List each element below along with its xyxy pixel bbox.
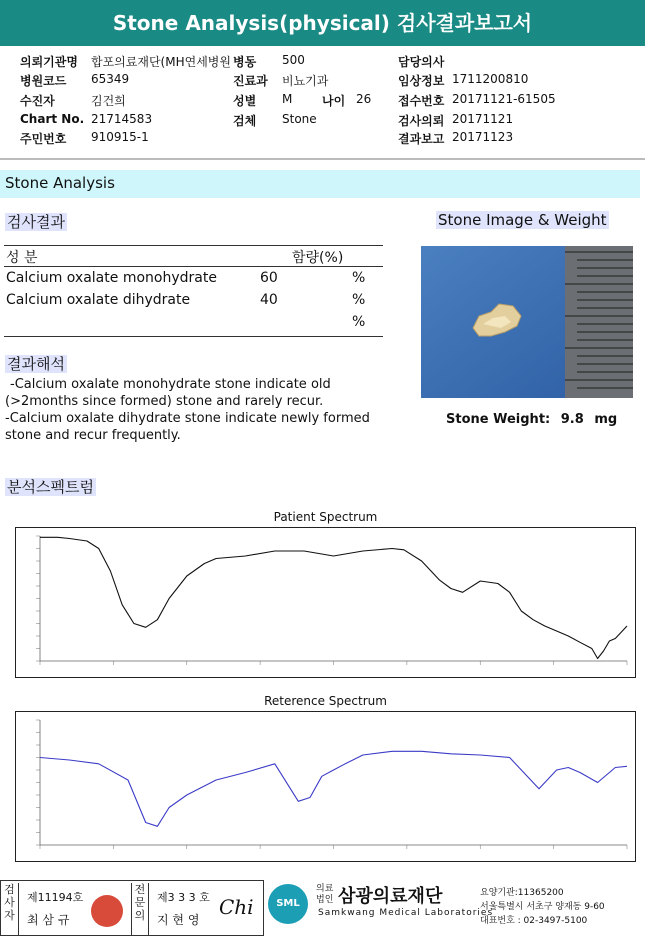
row-2-unit: % [352, 292, 366, 308]
reference-spectrum-title: Reterence Spectrum [264, 694, 387, 708]
department-label: 진료과 [233, 74, 268, 88]
receipt-no-label: 접수번호 [398, 94, 445, 108]
result-heading-text: 검사결과 [7, 213, 65, 231]
ward-value: 500 [282, 53, 305, 67]
institution-label: 의뢰기관명 [20, 55, 78, 69]
age-value: 26 [356, 92, 372, 106]
interpretation-text [5, 376, 405, 444]
doctor-label: 담당의사 [398, 55, 445, 69]
signature: Chi [219, 895, 254, 919]
divider [0, 158, 645, 160]
exam-label: 검사자 [1, 883, 19, 935]
row-1-name: Calcium oxalate monohydrate [6, 270, 217, 286]
resident-no-label: 주민번호 [20, 132, 67, 146]
table-bottom-rule [4, 336, 383, 337]
clinical-info-value: 1711200810 [452, 72, 529, 86]
weight-value: 9.8 [560, 412, 584, 427]
patient-spectrum-title: Patient Spectrum [273, 510, 378, 524]
result-heading [5, 211, 67, 232]
weight-unit: mg [594, 412, 618, 427]
row-1-unit: % [352, 270, 366, 286]
resident-no-value: 910915-1 [91, 130, 149, 144]
spectrum-heading-text: 분석스펙트럼 [7, 478, 94, 496]
hospital-code-label: 병원코드 [20, 74, 67, 88]
hospital-code-value: 65349 [91, 72, 130, 86]
seal-stamp [91, 895, 123, 927]
specimen-label: 검체 [233, 114, 257, 128]
stone-photo [421, 246, 633, 398]
reference-spectrum-svg [16, 712, 635, 861]
reference-spectrum-chart [15, 711, 636, 862]
table-top-rule [4, 245, 383, 246]
org-prefix [316, 884, 333, 906]
patient-spectrum-chart [15, 527, 636, 678]
chart-no-label: Chart No. [20, 112, 85, 126]
org-address: 서울특별시 서초구 양재동 9-60 [480, 902, 605, 912]
patient-name-label: 수진자 [20, 94, 55, 108]
interpretation-line-4: stone and recur frequently. [5, 428, 181, 443]
image-heading [436, 211, 609, 229]
patient-spectrum-svg [16, 528, 635, 677]
chart-axis [40, 720, 627, 845]
spectrum-line-1 [40, 751, 627, 826]
org-logo-icon: SML [268, 884, 308, 924]
weight-label: Stone Weight: [446, 412, 551, 427]
org-contact [480, 886, 605, 928]
report-title: Stone Analysis(physical) 검사결과보고서 [0, 0, 645, 46]
request-value: 20171121 [452, 112, 514, 126]
specimen-value: Stone [282, 112, 317, 126]
row-1-value: 60 [260, 270, 278, 286]
report-value: 20171123 [452, 130, 514, 144]
interpretation-heading-text: 결과해석 [7, 355, 65, 373]
image-heading-text: Stone Image & Weight [438, 211, 607, 229]
age-label: 나이 [322, 94, 346, 108]
section-stone-analysis: Stone Analysis [0, 170, 640, 198]
receipt-no-value: 20171121-61505 [452, 92, 556, 106]
interpretation-heading [5, 353, 67, 374]
org-prefix-top: 의료 [316, 884, 334, 894]
interpretation-line-1: -Calcium oxalate monohydrate stone indicate old [10, 377, 331, 392]
department-value: 비뇨기과 [282, 74, 329, 88]
sex-value: M [282, 92, 293, 106]
sex-label: 성별 [233, 94, 257, 108]
ward-label: 병동 [233, 55, 257, 69]
spectrum-line-0 [40, 537, 627, 658]
spectrum-heading [5, 476, 96, 497]
exam-no: 제11194호 [27, 891, 84, 904]
request-label: 검사의뢰 [398, 114, 445, 128]
org-name: 삼광의료재단 [338, 886, 443, 907]
review-name: 지 현 영 [157, 913, 200, 927]
stone-weight [446, 412, 617, 427]
col-component: 성 분 [6, 250, 38, 266]
exam-name: 최 삼 규 [27, 913, 70, 927]
review-no: 제3 3 3 호 [157, 891, 210, 904]
row-2-value: 40 [260, 292, 278, 308]
patient-name-value: 김건희 [91, 94, 126, 108]
review-label: 전문의 [131, 883, 149, 935]
signature-box [0, 880, 264, 936]
org-prefix-bottom: 법인 [316, 895, 334, 905]
interpretation-line-2: (>2months since formed) stone and rarely recur. [5, 394, 324, 409]
org-phone: 대표번호 : 02-3497-5100 [480, 916, 588, 926]
chart-axis [40, 536, 627, 661]
col-amount: 함량(%) [292, 250, 344, 266]
report-label: 결과보고 [398, 132, 445, 146]
row-2-name: Calcium oxalate dihydrate [6, 292, 191, 308]
clinical-info-label: 임상정보 [398, 74, 445, 88]
table-header-rule [4, 266, 383, 267]
org-name-en: Samkwang Medical Laboratories [318, 908, 494, 918]
chart-no-value: 21714583 [91, 112, 153, 126]
org-code: 요양기관:11365200 [480, 888, 564, 898]
institution-value: 합포의료재단(MH연세병원 [91, 55, 231, 69]
row-3-unit: % [352, 314, 366, 330]
interpretation-line-3: -Calcium oxalate dihydrate stone indicate newly formed [5, 411, 370, 426]
